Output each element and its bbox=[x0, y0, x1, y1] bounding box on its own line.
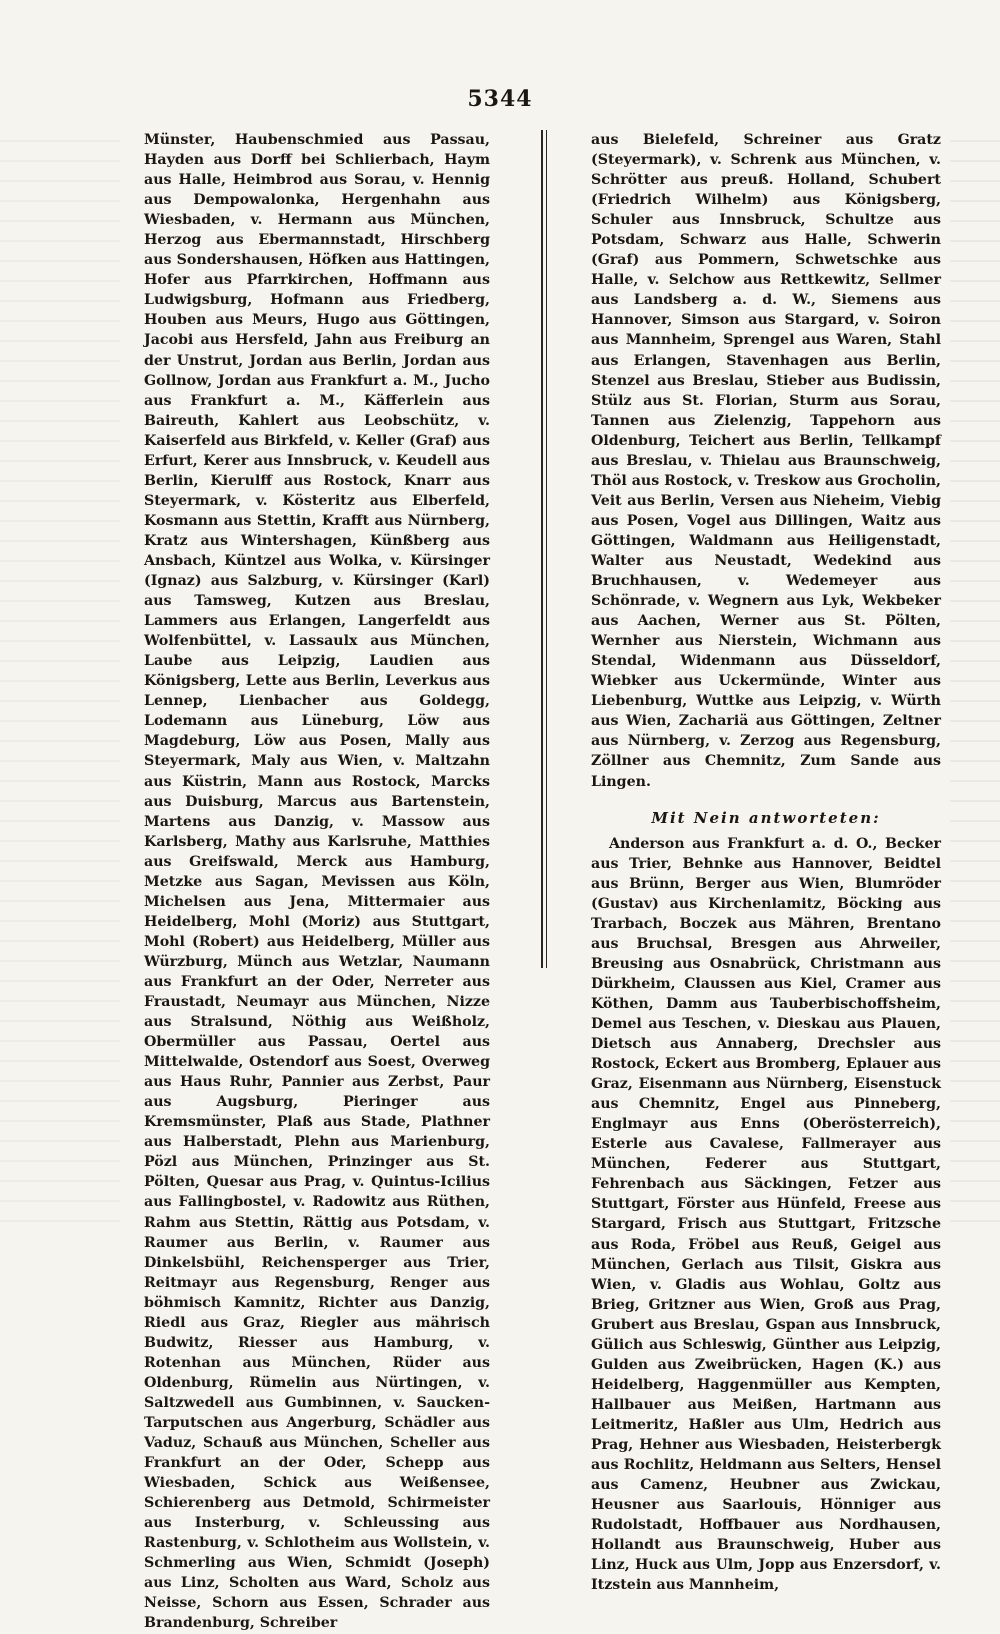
right-column-text-nein: Anderson aus Frankfurt a. d. O., Becker aus Trier, Behnke aus Hannover, Beidtel aus Brünn, Berger aus Wien, Blumröder (Gustav) aus Kirchenlamitz, Böcking aus Trarbach, Boczek aus Mähren, Brentano aus Bruchsal, Bresgen aus Ahrweiler, Breusing aus Osnabrück, Christmann aus Dürkheim, Claussen aus Kiel, Cramer aus Köthen, Damm aus Tauberbischoffsheim, Demel aus Teschen, v. Dieskau aus Plauen, Dietsch aus Annaberg, Drechsler aus Rostock, Eckert aus Bromberg, Eplauer aus Graz, Eisenmann aus Nürnberg, Eisenstuck aus Chemnitz, Engel aus Pinneberg, Englmayr aus Enns (Oberösterreich), Esterle aus Cavalese, Fallmerayer aus München, Federer aus Stuttgart, Fehrenbach aus Säckingen, Fetzer aus Stuttgart, Förster aus Hünfeld, Freese aus Stargard, Frisch aus Stuttgart, Fritzsche aus Roda, Fröbel aus Reuß, Geigel aus München, Gerlach aus Tilsit, Giskra aus Wien, v. Gladis aus Wohlau, Goltz aus Brieg, Gritzner aus Wien, Groß aus Prag, Grubert aus Breslau, Gspan aus Innsbruck, Gülich aus Schleswig, Günther aus Leipzig, Gulden aus Zweibrücken, Hagen (K.) aus Heidelberg, Haggenmüller aus Kempten, Hallbauer aus Meißen, Hartmann aus Leitmeritz, Haßler aus Ulm, Hedrich aus Prag, Hehner aus Wiesbaden, Heisterbergk aus Rochlitz, Heldmann aus Selters, Hensel aus Camenz, Heubner aus Zwickau, Heusner aus Saarlouis, Hönniger aus Rudolstadt, Hoffbauer aus Nordhausen, Hollandt aus Braunschweig, Huber aus Linz, Huck aus Ulm, Jopp aus Enzersdorf, v. Itzstein aus Mannheim, bbox=[591, 835, 941, 1594]
column-divider-rule bbox=[541, 130, 543, 968]
page-number: 5344 bbox=[467, 86, 533, 112]
right-column bbox=[591, 130, 941, 1595]
left-column bbox=[144, 130, 490, 1634]
bleed-through-left-margin bbox=[0, 140, 120, 1240]
bleed-through-right-margin bbox=[950, 140, 1000, 1240]
right-column-text: aus Bielefeld, Schreiner aus Gratz (Steyermark), v. Schrenk aus München, v. Schrötter aus preuß. Holland, Schubert (Friedrich Wilhelm) aus Königsberg, Schuler aus Innsbruck, Schultze aus Potsdam, Schwarz aus Halle, Schwerin (Graf) aus Pommern, Schwetschke aus Halle, v. Selchow aus Rettkewitz, Sellmer aus Landsberg a. d. W., Siemens aus Hannover, Simson aus Stargard, v. Soiron aus Mannheim, Sprengel aus Waren, Stahl aus Erlangen, Stavenhagen aus Berlin, Stenzel aus Breslau, Stieber aus Budissin, Stülz aus St. Florian, Sturm aus Sorau, Tannen aus Zielenzig, Tappehorn aus Oldenburg, Teichert aus Berlin, Tellkampf aus Breslau, v. Thielau aus Braunschweig, Thöl aus Rostock, v. Treskow aus Grocholin, Veit aus Berlin, Versen aus Nieheim, Viebig aus Posen, Vogel aus Dillingen, Waitz aus Göttingen, Waldmann aus Heiligenstadt, Walter aus Neustadt, Wedekind aus Bruchhausen, v. Wedemeyer aus Schönrade, v. Wegnern aus Lyk, Wekbeker aus Aachen, Werner aus St. Pölten, Wernher aus Nierstein, Wichmann aus Stendal, Widenmann aus Düsseldorf, Wiebker aus Uckermünde, Winter aus Liebenburg, Wuttke aus Leipzig, v. Würth aus Wien, Zachariä aus Göttingen, Zeltner aus Nürnberg, v. Zerzog aus Regensburg, Zöllner aus Chemnitz, Zum Sande aus Lingen. bbox=[591, 132, 941, 790]
left-column-text: Münster, Haubenschmied aus Passau, Hayden aus Dorff bei Schlierbach, Haym aus Halle, Heimbrod aus Sorau, v. Hennig aus Dempowalonka, Hergenhahn aus Wiesbaden, v. Hermann aus München, Herzog aus Ebermannstadt, Hirschberg aus Sondershausen, Höfken aus Hattingen, Hofer aus Pfarrkirchen, Hoffmann aus Ludwigsburg, Hofmann aus Friedberg, Houben aus Meurs, Hugo aus Göttingen, Jacobi aus Hersfeld, Jahn aus Freiburg an der Unstrut, Jordan aus Berlin, Jordan aus Gollnow, Jordan aus Frankfurt a. M., Jucho aus Frankfurt a. M., Käfferlein aus Baireuth, Kahlert aus Leobschütz, v. Kaiserfeld aus Birkfeld, v. Keller (Graf) aus Erfurt, Kerer aus Innsbruck, v. Keudell aus Berlin, Kierulff aus Rostock, Knarr aus Steyermark, v. Kösteritz aus Elberfeld, Kosmann aus Stettin, Krafft aus Nürnberg, Kratz aus Wintershagen, Künßberg aus Ansbach, Küntzel aus Wolka, v. Kürsinger (Ignaz) aus Salzburg, v. Kürsinger (Karl) aus Tamsweg, Kutzen aus Breslau, Lammers aus Erlangen, Langerfeldt aus Wolfenbüttel, v. Lassaulx aus München, Laube aus Leipzig, Laudien aus Königsberg, Lette aus Berlin, Leverkus aus Lennep, Lienbacher aus Goldegg, Lodemann aus Lüneburg, Löw aus Magdeburg, Löw aus Posen, Mally aus Steyermark, Maly aus Wien, v. Maltzahn aus Küstrin, Mann aus Rostock, Marcks aus Duisburg, Marcus aus Bartenstein, Martens aus Danzig, v. Massow aus Karlsberg, Mathy aus Karlsruhe, Matthies aus Greifswald, Merck aus Hamburg, Metzke aus Sagan, Mevissen aus Köln, Michelsen aus Jena, Mittermaier aus Heidelberg, Mohl (Moriz) aus Stuttgart, Mohl (Robert) aus Heidelberg, Müller aus Würzburg, Münch aus Wetzlar, Naumann aus Frankfurt an der Oder, Nerreter aus Fraustadt, Neumayr aus München, Nizze aus Stralsund, Nöthig aus Weißholz, Obermüller aus Passau, Oertel aus Mittelwalde, Ostendorf aus Soest, Overweg aus Haus Ruhr, Pannier aus Zerbst, Paur aus Augsburg, Pieringer aus Kremsmünster, Plaß aus Stade, Plathner aus Halberstadt, Plehn aus Marienburg, Pözl aus München, Prinzinger aus St. Pölten, Quesar aus Prag, v. Quintus-Icilius aus Fallingbostel, v. Radowitz aus Rüthen, Rahm aus Stettin, Rättig aus Potsdam, v. Raumer aus Berlin, v. Raumer aus Dinkelsbühl, Reichensperger aus Trier, Reitmayr aus Regensburg, Renger aus böhmisch Kamnitz, Richter aus Danzig, Riedl aus Graz, Riegler aus mährisch Budwitz, Riesser aus Hamburg, v. Rotenhan aus München, Rüder aus Oldenburg, Rümelin aus Nürtingen, v. Saltzwedell aus Gumbinnen, v. Saucken-Tarputschen aus Angerburg, Schädler aus Vaduz, Schauß aus München, Scheller aus Frankfurt an der Oder, Schepp aus Wiesbaden, Schick aus Weißensee, Schierenberg aus Detmold, Schirmeister aus Insterburg, v. Schleussing aus Rastenburg, v. Schlotheim aus Wollstein, v. Schmerling aus Wien, Schmidt (Joseph) aus Linz, Scholten aus Ward, Scholz aus Neisse, Schorn aus Essen, Schrader aus Brandenburg, Schreiber bbox=[144, 132, 490, 1632]
section-heading-nein: Mit Nein antworteten: bbox=[651, 808, 881, 827]
